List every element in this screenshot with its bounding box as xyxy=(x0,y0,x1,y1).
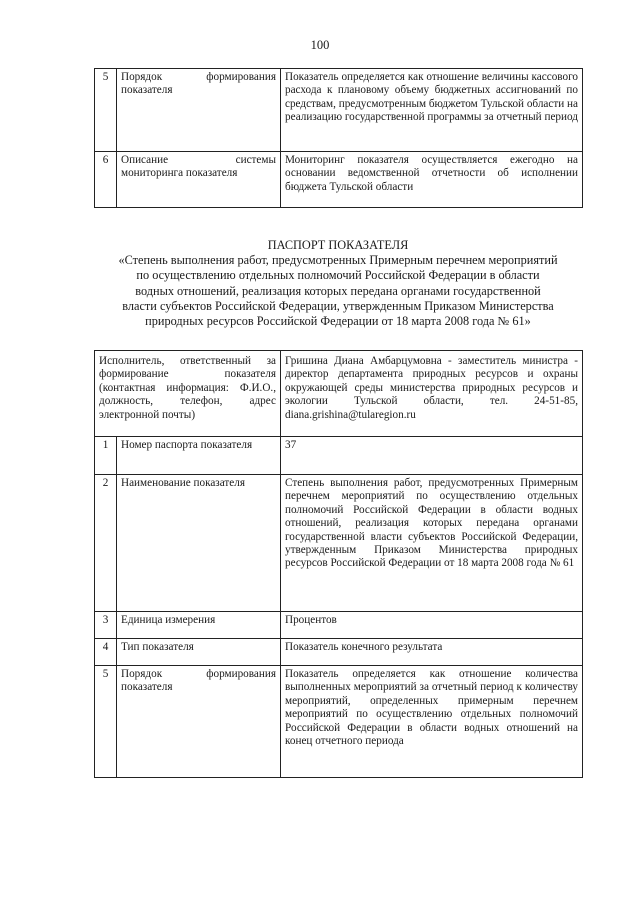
table-row xyxy=(95,69,583,152)
row-number: 2 xyxy=(95,475,117,612)
row-label: Номер паспорта показателя xyxy=(117,437,281,475)
table-row xyxy=(95,437,583,475)
row-number: 4 xyxy=(95,639,117,666)
table-row xyxy=(95,666,583,778)
row-value: 37 xyxy=(281,437,583,475)
table-row xyxy=(95,152,583,208)
executor-row xyxy=(95,351,583,437)
row-value: Показатель конечного результата xyxy=(281,639,583,666)
page-number: 100 xyxy=(310,38,330,52)
passport-table xyxy=(94,350,583,778)
row-label: Единица измерения xyxy=(117,612,281,639)
row-number: 5 xyxy=(95,666,117,778)
row-value: Степень выполнения работ, предусмотренных Примерным перечнем мероприятий по осуществлению отдельных полномочий Российской Федерации в области водных отношений, реализация которых передана органами государственной власти субъектов Российской Федерации, утвержденным Приказом Министерства природных ресурсов Российской Федерации от 18 марта 2008 года № 61 xyxy=(281,475,583,612)
row-number: 5 xyxy=(95,69,117,152)
passport-title: ПАСПОРТ ПОКАЗАТЕЛЯ xyxy=(267,238,409,252)
row-value: Показатель определяется как отношение количества выполненных мероприятий за отчетный период к количеству мероприятий, определенных примерным перечнем мероприятий по осуществлению отдельных полномочий Российской Федерации в области водных отношений на конец отчетного периода xyxy=(281,666,583,778)
passport-heading xyxy=(86,238,590,329)
row-value: Показатель определяется как отношение величины кассового расхода к плановому объему бюджетных ассигнований по средствам, предусмотренным бюджетом Тульской области на реализацию государственной программы за отчетный период xyxy=(281,69,583,152)
row-number: 1 xyxy=(95,437,117,475)
executor-label: Исполнитель, ответственный за формирование показателя (контактная информация: Ф.И.О., должность, телефон, адрес электронной почты) xyxy=(95,351,281,437)
row-number: 6 xyxy=(95,152,117,208)
passport-subtitle: «Степень выполнения работ, предусмотренных Примерным перечнем мероприятий по осуществлению отдельных полномочий Российской Федерации в области водных отношений, реализация которых передана органами государственной власти субъектов Российской Федерации, утвержденным Приказом Министерства природных ресурсов Российской Федерации от 18 марта 2008 года № 61» xyxy=(118,253,558,329)
row-label: Порядок формирования показателя xyxy=(117,69,281,152)
table-row xyxy=(95,475,583,612)
indicator-table-continued xyxy=(94,68,583,208)
table-row xyxy=(95,612,583,639)
row-label: Порядок формирования показателя xyxy=(117,666,281,778)
executor-value: Гришина Диана Амбарцумовна - заместитель министра - директор департамента природных ресурсов и охраны окружающей среды министерства природных ресурсов и экологии Тульской области, тел. 24-51-85, diana.grishina@tularegion.ru xyxy=(281,351,583,437)
row-number: 3 xyxy=(95,612,117,639)
row-label: Тип показателя xyxy=(117,639,281,666)
row-label: Наименование показателя xyxy=(117,475,281,612)
row-label: Описание системы мониторинга показателя xyxy=(117,152,281,208)
row-value: Процентов xyxy=(281,612,583,639)
row-value: Мониторинг показателя осуществляется ежегодно на основании ведомственной отчетности об исполнении бюджета Тульской области xyxy=(281,152,583,208)
table-row xyxy=(95,639,583,666)
